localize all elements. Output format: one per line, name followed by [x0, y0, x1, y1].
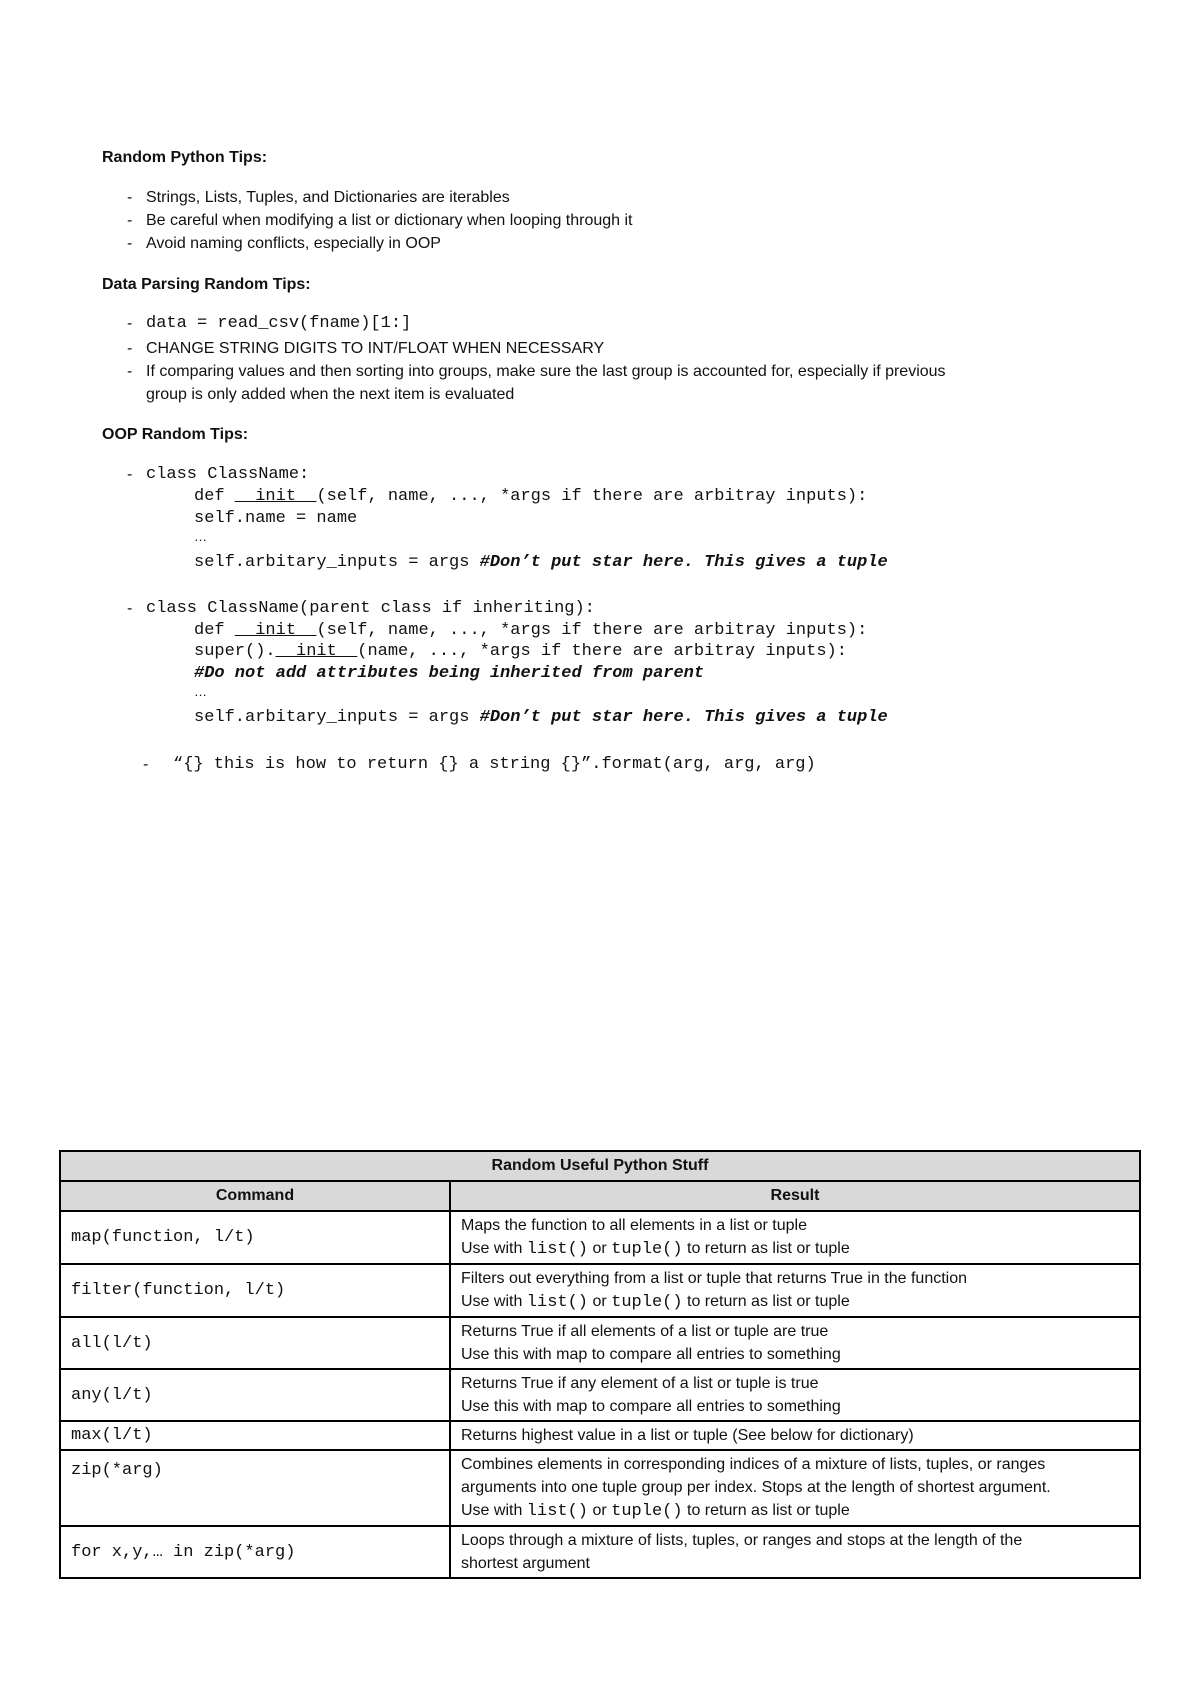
python-tip-2: Be careful when modifying a list or dictionary when looping through it	[146, 212, 633, 229]
oop-block2-line1: class ClassName(parent class if inheriting):	[146, 599, 595, 618]
bullet-dash: -	[127, 363, 133, 380]
bullet-dash: -	[127, 189, 133, 206]
bullet-dash: -	[127, 466, 133, 483]
column-header-command: Command	[60, 1181, 450, 1211]
command-cell: any(l/t)	[60, 1369, 450, 1421]
bullet-dash: -	[143, 756, 149, 773]
result-cell: Filters out everything from a list or tuple that returns True in the function Use with list() or tuple() to return as list or tuple	[450, 1264, 1140, 1317]
table-row	[60, 1264, 1140, 1317]
oop-block2-line2: def __init__(self, name, ..., *args if there are arbitray inputs):	[194, 621, 868, 640]
result-cell: Combines elements in corresponding indices of a mixture of lists, tuples, or ranges arguments into one tuple group per index. Stops at the length of shortest argument. Use with list() or tuple() to return as list or tuple	[450, 1450, 1140, 1526]
result-cell: Loops through a mixture of lists, tuples, or ranges and stops at the length of the shortest argument	[450, 1526, 1140, 1578]
bullet-dash: -	[127, 315, 133, 332]
oop-block2-line6: self.arbitary_inputs = args #Don’t put star here. This gives a tuple	[194, 708, 888, 727]
result-cell: Returns highest value in a list or tuple (See below for dictionary)	[450, 1421, 1140, 1450]
result-cell: Returns True if any element of a list or tuple is true Use this with map to compare all entries to something	[450, 1369, 1140, 1421]
oop-block1-line3: self.name = name	[194, 509, 358, 528]
oop-block1-line1: class ClassName:	[146, 465, 310, 484]
oop-block2-line3: super().__init__(name, ..., *args if there are arbitray inputs):	[194, 642, 847, 661]
table-title: Random Useful Python Stuff	[60, 1151, 1140, 1181]
bullet-dash: -	[127, 340, 133, 357]
bullet-dash: -	[127, 600, 133, 617]
bullet-dash: -	[127, 212, 133, 229]
data-parsing-tip-1: CHANGE STRING DIGITS TO INT/FLOAT WHEN NECESSARY	[146, 340, 605, 357]
oop-block1-line5: self.arbitary_inputs = args #Don’t put star here. This gives a tuple	[194, 553, 888, 572]
python-tips-heading: Random Python Tips:	[102, 149, 268, 166]
table-row	[60, 1450, 1140, 1526]
command-cell: filter(function, l/t)	[60, 1264, 450, 1317]
oop-block1-ellipsis: …	[194, 529, 207, 544]
result-cell: Returns True if all elements of a list or tuple are true Use this with map to compare all entries to something	[450, 1317, 1140, 1369]
result-cell: Maps the function to all elements in a list or tuple Use with list() or tuple() to return as list or tuple	[450, 1211, 1140, 1264]
data-parsing-tip-2: If comparing values and then sorting into groups, make sure the last group is accounted for, especially if previous	[146, 363, 946, 380]
format-tip: “{} this is how to return {} a string {}”.format(arg, arg, arg)	[173, 755, 816, 774]
table-row	[60, 1317, 1140, 1369]
table-row	[60, 1526, 1140, 1578]
command-cell: all(l/t)	[60, 1317, 450, 1369]
python-tip-3: Avoid naming conflicts, especially in OOP	[146, 235, 441, 252]
data-parsing-code: data = read_csv(fname)[1:]	[146, 314, 412, 333]
oop-block2-comment: #Do not add attributes being inherited from parent	[194, 664, 705, 683]
column-header-result: Result	[450, 1181, 1140, 1211]
oop-block2-ellipsis: …	[194, 684, 207, 699]
table-row	[60, 1369, 1140, 1421]
data-parsing-tip-2-cont: group is only added when the next item is evaluated	[146, 386, 515, 403]
data-parsing-heading: Data Parsing Random Tips:	[102, 276, 311, 293]
command-cell: zip(*arg)	[60, 1450, 450, 1526]
useful-python-table	[59, 1150, 1141, 1579]
command-cell: max(l/t)	[60, 1421, 450, 1450]
table-row	[60, 1421, 1140, 1450]
command-cell: for x,y,… in zip(*arg)	[60, 1526, 450, 1578]
table-row	[60, 1211, 1140, 1264]
python-tip-1: Strings, Lists, Tuples, and Dictionaries are iterables	[146, 189, 510, 206]
command-cell: map(function, l/t)	[60, 1211, 450, 1264]
oop-heading: OOP Random Tips:	[102, 426, 249, 443]
bullet-dash: -	[127, 235, 133, 252]
oop-block1-line2: def __init__(self, name, ..., *args if there are arbitray inputs):	[194, 487, 868, 506]
